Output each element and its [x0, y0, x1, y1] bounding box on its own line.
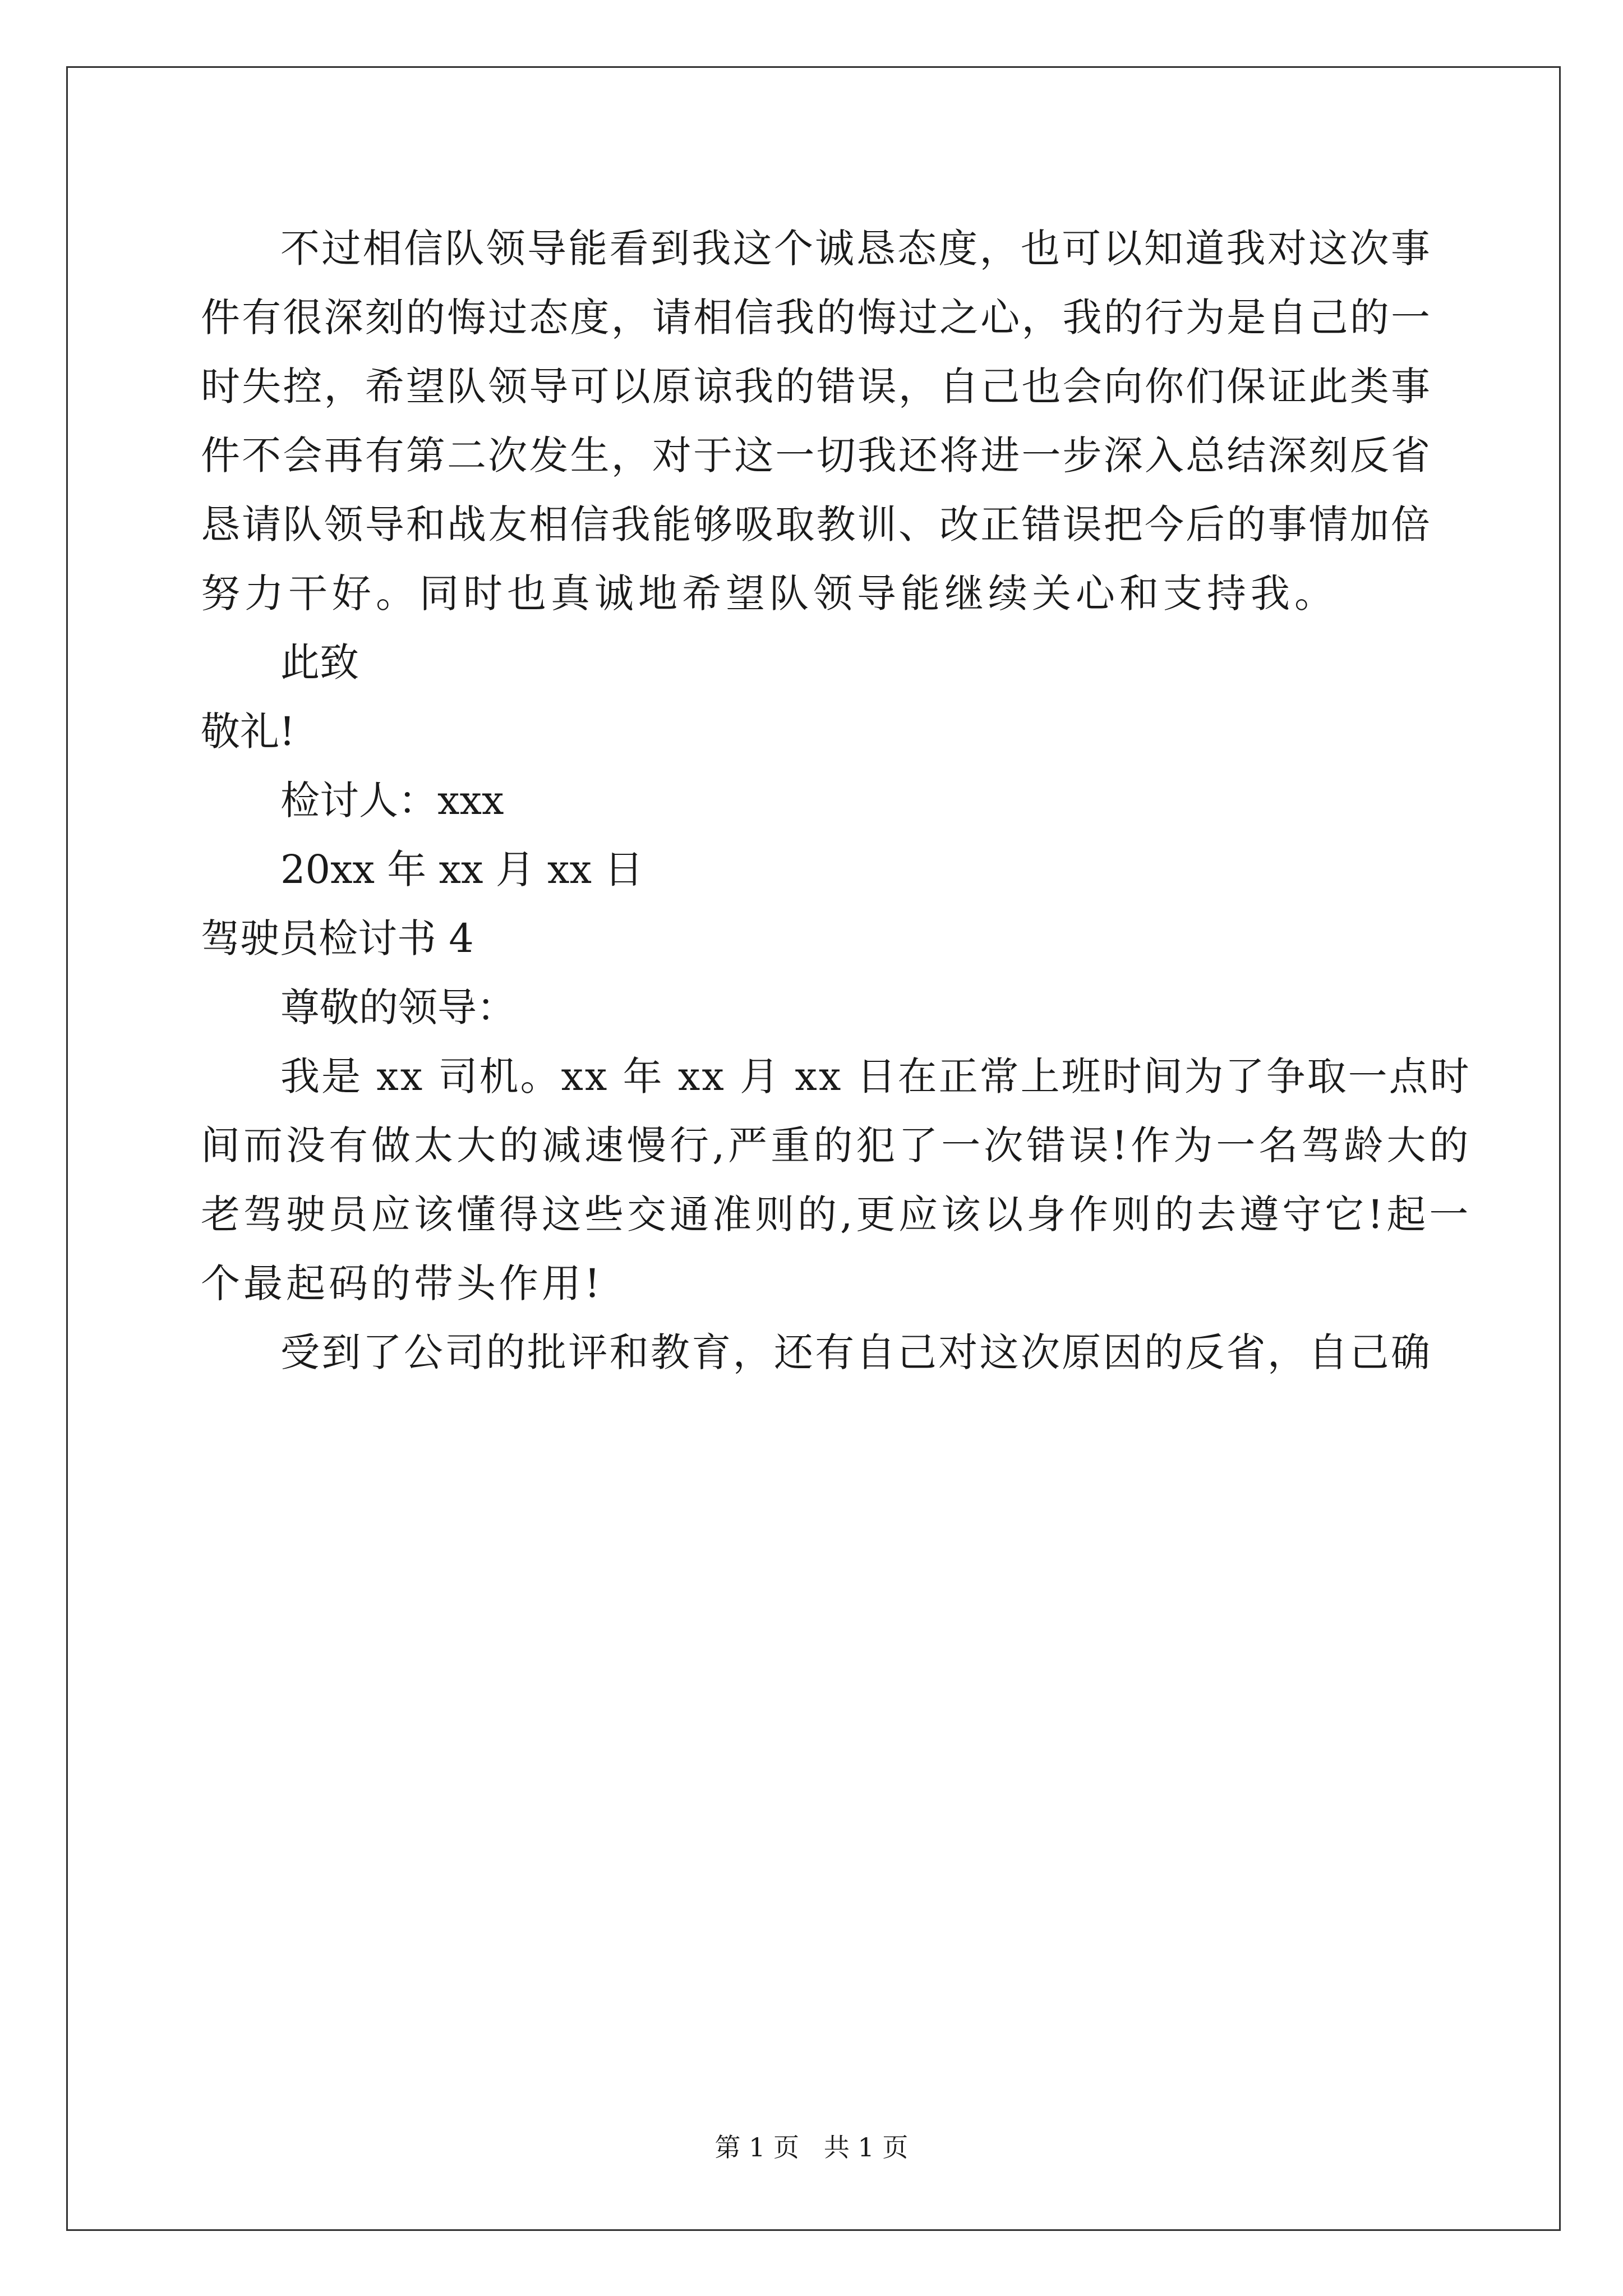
body-line: 个最起码的带头作用! — [201, 1260, 604, 1306]
body-line: 老驾驶员应该懂得这些交通准则的,更应该以身作则的去遵守它!起一 — [201, 1191, 1472, 1237]
body-line: 件 不 会 再 有 第 二 次 发 生 ， 对 于 这 一 切 我 还 将 进 一 步 深 入 总 结 深 刻 反 省 — [201, 432, 1430, 478]
section-title: 驾驶员检讨书 4 — [201, 915, 474, 961]
date-text: 20xx 年 xx 月 xx 日 — [280, 846, 644, 892]
page-number: 第 1 页 共 1 页 — [714, 2132, 909, 2162]
closing-text: 此致 — [280, 639, 359, 685]
body-line: 不 过 相 信 队 领 导 能 看 到 我 这 个 诚 恳 态 度 ， 也 可 以 知 道 我 对 这 次 事 — [280, 226, 1430, 272]
body-line: 间而没有做太大的减速慢行,严重的犯了一次错误!作为一名驾龄大的 — [201, 1122, 1472, 1168]
body-line: 我是 xx 司机。xx 年 xx 月 xx 日在正常上班时间为了争取一点时 — [280, 1053, 1471, 1099]
salutation: 尊敬的领导： — [280, 984, 516, 1030]
body-line: 时 失 控 ， 希 望 队 领 导 可 以 原 谅 我 的 错 误 ， 自 己 也 会 向 你 们 保 证 此 类 事 — [201, 364, 1430, 409]
body-line: 努力干好。同时也真诚地希望队领导能继续关心和支持我。 — [201, 570, 1338, 616]
body-line: 恳 请 队 领 导 和 战 友 相 信 我 能 够 吸 取 教 训 、 改 正 错 误 把 今 后 的 事 情 加 倍 — [201, 501, 1430, 547]
signer-text: 检讨人：xxx — [280, 777, 504, 823]
body-line: 件 有 很 深 刻 的 悔 过 态 度 ， 请 相 信 我 的 悔 过 之 心 ， 我 的 行 为 是 自 己 的 一 — [201, 295, 1430, 341]
closing-text: 敬礼! — [201, 708, 296, 754]
body-line: 受 到 了 公 司 的 批 评 和 教 育 ， 还 有 自 己 对 这 次 原 因 的 反 省 ， 自 己 确 — [280, 1329, 1430, 1375]
